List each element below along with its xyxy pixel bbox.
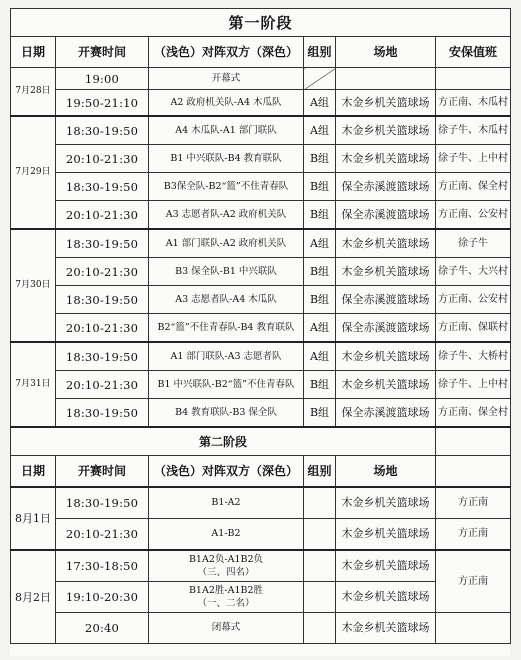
group-cell: A组 — [304, 314, 336, 343]
table-row — [11, 487, 511, 519]
header-date: 日期 — [11, 456, 56, 488]
group-cell — [304, 582, 336, 613]
duty-cell — [436, 68, 511, 90]
group-cell: B组 — [304, 258, 336, 286]
time-cell: 19:10-20:30 — [56, 582, 149, 613]
duty-cell: 方正南、木瓜村 — [436, 90, 511, 117]
match-cell: B2“篮”不住青春队-B4 教育联队 — [149, 314, 304, 343]
duty-cell: 方正南 — [436, 519, 511, 551]
venue-cell: 保全赤溪渡篮球场 — [336, 314, 436, 343]
header-group: 组别 — [304, 456, 336, 488]
group-cell-empty — [304, 68, 336, 90]
schedule-page — [10, 8, 510, 656]
match-cell: B3保全队-B2“篮”不住青春队 — [149, 173, 304, 201]
venue-cell: 木金乡机关篮球场 — [336, 550, 436, 582]
time-cell: 18:30-19:50 — [56, 399, 149, 428]
duty-cell: 方正南、公安村 — [436, 201, 511, 230]
venue-cell — [336, 68, 436, 90]
group-cell: A组 — [304, 342, 336, 371]
match-cell: B1-A2 — [149, 487, 304, 519]
venue-cell: 木金乡机关篮球场 — [336, 487, 436, 519]
table-row — [11, 145, 511, 173]
time-cell: 20:10-21:30 — [56, 519, 149, 551]
group-cell — [304, 519, 336, 551]
time-cell: 18:30-19:50 — [56, 116, 149, 145]
match-main: B1A2胜-A1B2胜 — [188, 585, 264, 596]
stage1-header-row — [11, 37, 511, 68]
date-cell: 8月1日 — [11, 487, 56, 550]
time-cell: 18:30-19:50 — [56, 229, 149, 258]
stage2-title-row — [11, 427, 511, 456]
time-cell: 18:30-19:50 — [56, 487, 149, 519]
header-venue: 场地 — [336, 456, 436, 488]
group-cell — [304, 487, 336, 519]
group-cell: B组 — [304, 371, 336, 399]
match-cell: A1 部门联队-A2 政府机关队 — [149, 229, 304, 258]
table-row — [11, 519, 511, 551]
match-cell: B1 中兴联队-B4 教育联队 — [149, 145, 304, 173]
header-venue: 场地 — [336, 37, 436, 68]
time-cell: 20:10-21:30 — [56, 314, 149, 343]
table-row — [11, 116, 511, 145]
header-match: （浅色）对阵双方（深色） — [149, 37, 304, 68]
venue-cell: 木金乡机关篮球场 — [336, 613, 436, 644]
duty-cell: 徐子牛、上中村 — [436, 371, 511, 399]
stage1-title-row — [11, 9, 511, 37]
match-cell — [149, 582, 304, 613]
table-row — [11, 314, 511, 343]
time-cell: 20:10-21:30 — [56, 258, 149, 286]
time-cell: 19:00 — [56, 68, 149, 90]
group-cell: A组 — [304, 116, 336, 145]
group-cell: B组 — [304, 173, 336, 201]
match-cell: A3 志愿者队-A2 政府机关队 — [149, 201, 304, 230]
match-cell: B1 中兴联队-B2“篮”不住青春队 — [149, 371, 304, 399]
table-row — [11, 229, 511, 258]
duty-cell: 方正南 — [436, 550, 511, 613]
table-row — [11, 399, 511, 428]
time-cell: 20:10-21:30 — [56, 201, 149, 230]
header-time: 开赛时间 — [56, 456, 149, 488]
table-row — [11, 613, 511, 644]
group-cell: B组 — [304, 145, 336, 173]
table-row — [11, 286, 511, 314]
match-cell: B4 教育联队-B3 保全队 — [149, 399, 304, 428]
table-row — [11, 201, 511, 230]
stage2-header-row — [11, 456, 511, 488]
time-cell: 20:10-21:30 — [56, 145, 149, 173]
duty-cell: 徐子牛、大桥村 — [436, 342, 511, 371]
schedule-table — [10, 8, 511, 644]
blank-cell — [436, 456, 511, 488]
match-sub: （一、二名） — [197, 598, 255, 609]
group-cell: B组 — [304, 399, 336, 428]
match-sub: （三、四名） — [197, 567, 255, 578]
table-row — [11, 173, 511, 201]
time-cell: 20:10-21:30 — [56, 371, 149, 399]
venue-cell: 木金乡机关篮球场 — [336, 582, 436, 613]
date-cell: 7月30日 — [11, 229, 56, 342]
stage2-title: 第二阶段 — [11, 427, 436, 456]
date-cell: 7月28日 — [11, 68, 56, 117]
duty-cell: 方正南、公安村 — [436, 286, 511, 314]
group-cell — [304, 613, 336, 644]
time-cell: 17:30-18:50 — [56, 550, 149, 582]
duty-cell: 方正南 — [436, 487, 511, 519]
venue-cell: 木金乡机关篮球场 — [336, 258, 436, 286]
venue-cell: 木金乡机关篮球场 — [336, 145, 436, 173]
group-cell: B组 — [304, 201, 336, 230]
time-cell: 18:30-19:50 — [56, 342, 149, 371]
venue-cell: 保全赤溪渡篮球场 — [336, 173, 436, 201]
date-cell: 7月29日 — [11, 116, 56, 229]
duty-cell: 方正南、保全村 — [436, 173, 511, 201]
table-row — [11, 258, 511, 286]
match-cell: A3 志愿者队-A4 木瓜队 — [149, 286, 304, 314]
venue-cell: 木金乡机关篮球场 — [336, 519, 436, 551]
match-cell: 闭幕式 — [149, 613, 304, 644]
venue-cell: 保全赤溪渡篮球场 — [336, 201, 436, 230]
duty-cell: 徐子牛、大兴村 — [436, 258, 511, 286]
match-main: B1A2负-A1B2负 — [188, 554, 264, 565]
header-group: 组别 — [304, 37, 336, 68]
venue-cell: 保全赤溪渡篮球场 — [336, 286, 436, 314]
table-row — [11, 68, 511, 90]
header-duty: 安保值班 — [436, 37, 511, 68]
table-row — [11, 342, 511, 371]
group-cell: A组 — [304, 229, 336, 258]
match-cell: 开幕式 — [149, 68, 304, 90]
table-row — [11, 90, 511, 117]
match-cell: A2 政府机关队-A4 木瓜队 — [149, 90, 304, 117]
table-row — [11, 550, 511, 582]
header-date: 日期 — [11, 37, 56, 68]
venue-cell: 木金乡机关篮球场 — [336, 116, 436, 145]
group-cell: B组 — [304, 286, 336, 314]
duty-cell: 方正南、保联村 — [436, 314, 511, 343]
duty-cell: 徐子牛、上中村 — [436, 145, 511, 173]
group-cell: A组 — [304, 90, 336, 117]
header-time: 开赛时间 — [56, 37, 149, 68]
table-row — [11, 371, 511, 399]
time-cell: 18:30-19:50 — [56, 286, 149, 314]
time-cell: 20:40 — [56, 613, 149, 644]
header-match: （浅色）对阵双方（深色） — [149, 456, 304, 488]
duty-cell: 徐子牛 — [436, 229, 511, 258]
match-cell — [149, 550, 304, 582]
venue-cell: 木金乡机关篮球场 — [336, 229, 436, 258]
venue-cell: 保全赤溪渡篮球场 — [336, 399, 436, 428]
match-cell: A4 木瓜队-A1 部门联队 — [149, 116, 304, 145]
venue-cell: 木金乡机关篮球场 — [336, 371, 436, 399]
match-cell: A1 部门联队-A3 志愿者队 — [149, 342, 304, 371]
match-cell: A1-B2 — [149, 519, 304, 551]
duty-cell: 徐子牛、木瓜村 — [436, 116, 511, 145]
time-cell: 18:30-19:50 — [56, 173, 149, 201]
stage1-title: 第一阶段 — [11, 9, 511, 37]
match-cell: B3 保全队-B1 中兴联队 — [149, 258, 304, 286]
blank-cell — [436, 427, 511, 456]
date-cell: 8月2日 — [11, 550, 56, 644]
duty-cell — [436, 613, 511, 644]
group-cell — [304, 550, 336, 582]
time-cell: 19:50-21:10 — [56, 90, 149, 117]
duty-cell: 方正南、保全村 — [436, 399, 511, 428]
venue-cell: 木金乡机关篮球场 — [336, 90, 436, 117]
venue-cell: 木金乡机关篮球场 — [336, 342, 436, 371]
date-cell: 7月31日 — [11, 342, 56, 427]
